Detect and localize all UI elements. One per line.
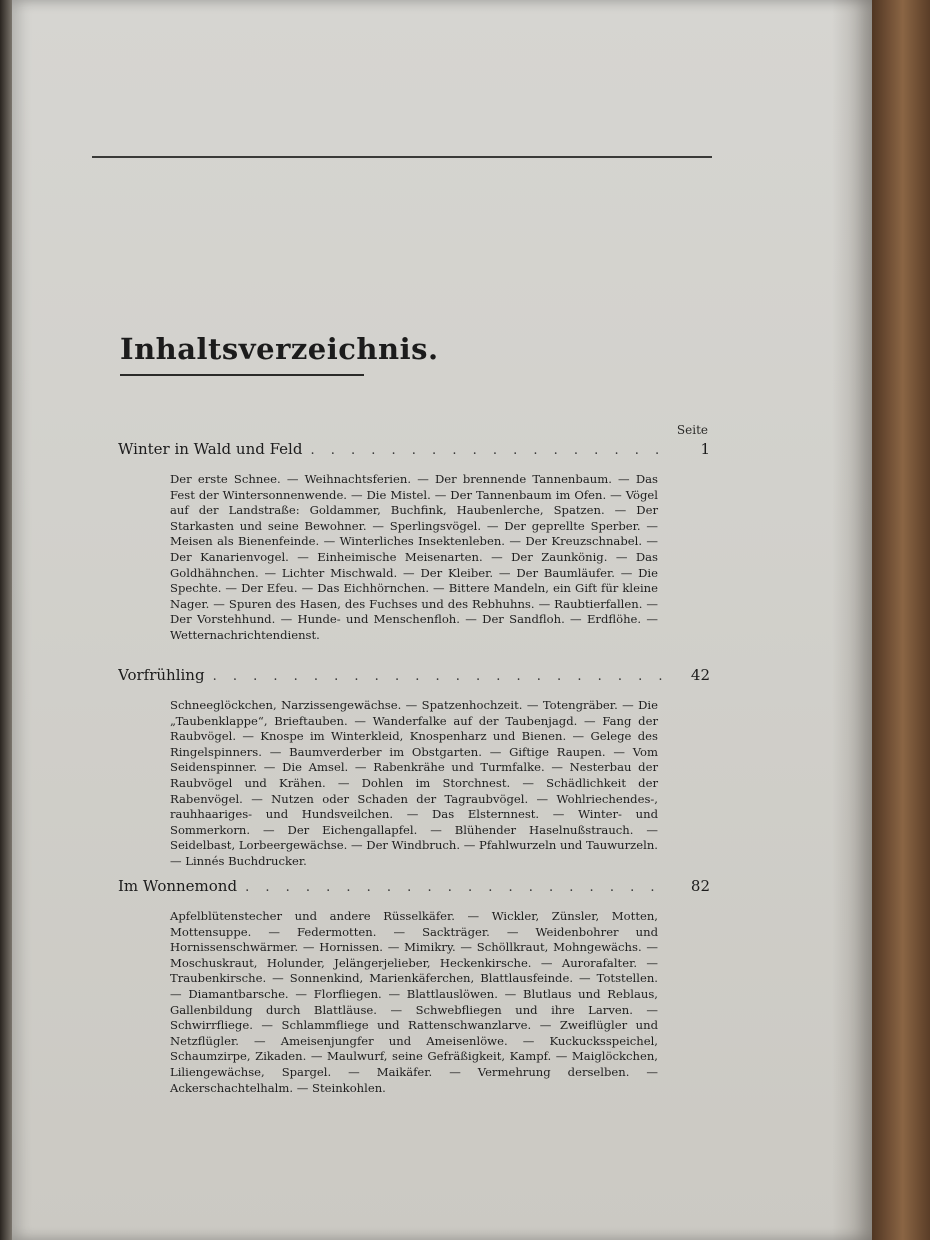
page-column-label: Seite	[676, 423, 708, 437]
leader-dots	[245, 880, 662, 895]
top-horizontal-rule	[92, 156, 712, 158]
toc-entry-row	[118, 666, 710, 684]
page-title: Inhaltsverzeichnis.	[120, 332, 439, 366]
toc-entry-row	[118, 440, 710, 458]
toc-entry-row	[118, 877, 710, 895]
wooden-table-background	[862, 0, 930, 1240]
leader-dots	[310, 443, 662, 458]
toc-entry-title: Vorfrühling	[118, 666, 205, 684]
toc-section-wonnemond	[118, 877, 710, 1096]
toc-entry-description: Der erste Schnee. — Weihnachtsferien. — Der brennende Tannenbaum. — Das Fest der Wintersonnenwende. — Die Mistel. — Der Tannenbaum im Ofen. — Vögel auf der Landstraße: Goldammer, Buchfink, Haubenlerche, Spatzen. — Der Starkasten und seine Bewohner. — Sperlingsvögel. — Der geprellte Sperber. — Meisen als Bienenfeinde. — Winterliches Insektenleben. — Der Kreuzschnabel. — Der Kanarienvogel. — Einheimische Meisenarten. — Der Zaunkönig. — Das Goldhähnchen. — Lichter Mischwald. — Der Kleiber. — Der Baumläufer. — Die Spechte. — Der Efeu. — Das Eichhörnchen. — Bittere Mandeln, ein Gift für kleine Nager. — Spuren des Hasen, des Fuchses und des Rebhuhns. — Raubtierfallen. — Der Vorstehhund. — Hunde- und Menschenfloh. — Der Sandfloh. — Erdflöhe. — Wetternachrichtendienst.	[170, 472, 658, 642]
toc-entry-title: Im Wonnemond	[118, 877, 238, 895]
page-edge-shadow	[832, 0, 872, 1240]
toc-entry-description: Schneeglöckchen, Narzissengewächse. — Spatzenhochzeit. — Totengräber. — Die „Taubenklappe“, Brieftauben. — Wanderfalke auf der Taubenjagd. — Fang der Raubvögel. — Knospe im Winterkleid, Knospenharz und Bienen. — Gelege des Ringelspinners. — Baumverderber im Obstgarten. — Giftige Raupen. — Vom Seidenspinner. — Die Amsel. — Rabenkrähe und Turmfalke. — Nesterbau der Raubvögel und Krähen. — Dohlen im Storchnest. — Schädlichkeit der Rabenvögel. — Nutzen oder Schaden der Tagraubvögel. — Wohlriechendes-, rauhhaariges- und Hundsveilchen. — Das Elsternnest. — Winter- und Sommerkorn. — Der Eichengallapfel. — Blühender Haselnußstrauch. — Seidelbast, Lorbeergewächse. — Der Windbruch. — Pfahlwurzeln und Tauwurzeln. — Linnés Buchdrucker.	[170, 698, 658, 868]
toc-section-vorfruehling	[118, 666, 710, 870]
toc-entry-page: 82	[690, 877, 710, 895]
toc-section-winter	[118, 440, 710, 644]
toc-entry-title: Winter in Wald und Feld	[118, 440, 303, 458]
book-page	[12, 0, 872, 1240]
toc-entry-page: 1	[700, 440, 710, 458]
leader-dots	[213, 669, 662, 684]
toc-entry-description: Apfelblütenstecher und andere Rüsselkäfer. — Wickler, Zünsler, Motten, Mottensuppe. — Federmotten. — Sackträger. — Weidenbohrer und Hornissenschwärmer. — Hornissen. — Mimikry. — Schöllkraut, Mohngewächs. — Moschuskraut, Holunder, Jelängerjelieber, Heckenkirsche. — Aurorafalter. — Traubenkirsche. — Sonnenkind, Marienkäferchen, Blattlausfeinde. — Totstellen. — Diamantbarsche. — Florfliegen. — Blattlauslöwen. — Blutlaus und Reblaus, Gallenbildung durch Blattläuse. — Schwebfliegen und ihre Larven. — Schwirrfliege. — Schlammfliege und Rattenschwanzlarve. — Zweiflügler und Netzflügler. — Ameisenjungfer und Ameisenlöwe. — Kuckucksspeichel, Schaumzirpe, Zikaden. — Maulwurf, seine Gefräßigkeit, Kampf. — Maiglöckchen, Liliengewächse, Spargel. — Maikäfer. — Vermehrung derselben. — Ackerschachtelhalm. — Steinkohlen.	[170, 909, 658, 1095]
title-underline	[120, 374, 364, 376]
toc-entry-page: 42	[690, 666, 710, 684]
